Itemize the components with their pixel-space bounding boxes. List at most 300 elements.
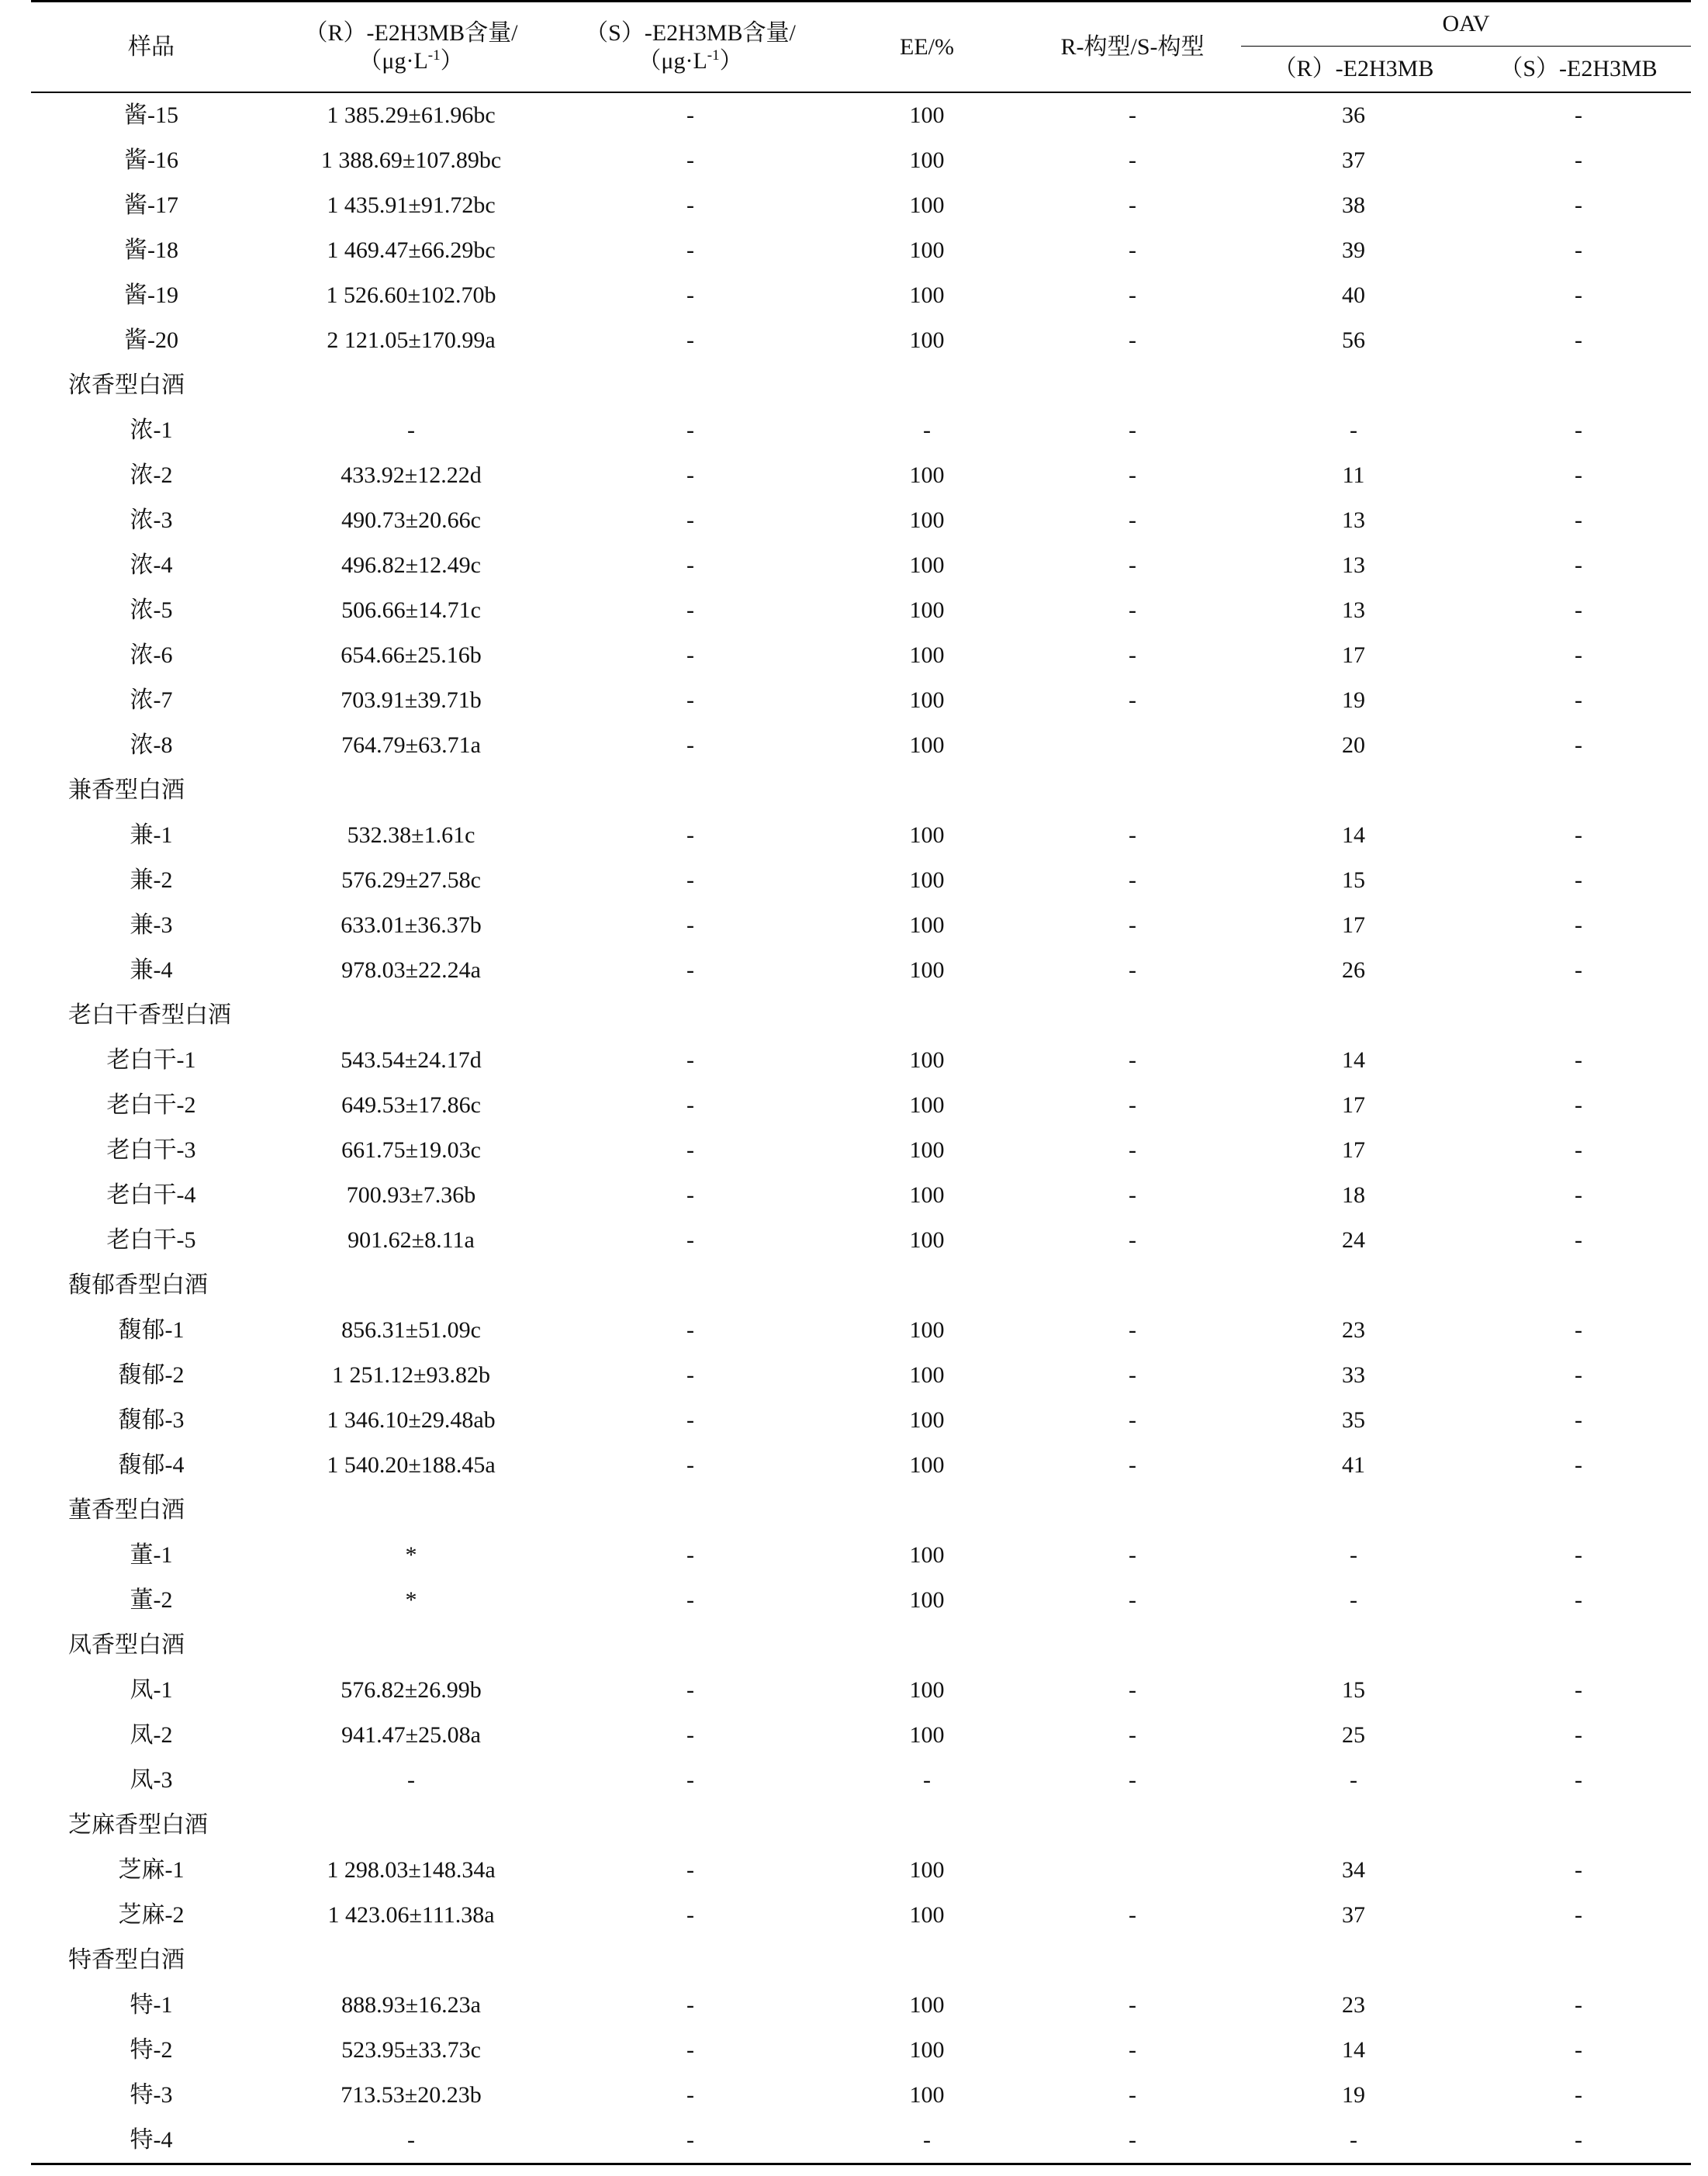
cell-sample: 浓-4 — [130, 552, 173, 578]
cell-oav-r: 20 — [1342, 732, 1365, 758]
cell-oav-s: - — [1575, 597, 1582, 623]
cell-sample: 酱-20 — [124, 327, 178, 353]
cell-ee: - — [830, 2118, 1024, 2164]
cell-r-content: 523.95±33.73c — [341, 2037, 481, 2063]
header-s-content — [551, 2, 830, 93]
cell-r-content: 661.75±19.03c — [341, 1137, 481, 1163]
cell-ratio: - — [1129, 1182, 1136, 1208]
cell-oav-s: - — [1575, 507, 1582, 533]
cell-s-content: - — [686, 1227, 694, 1253]
cell-oav-r: 15 — [1342, 867, 1365, 893]
cell-ratio: - — [1129, 282, 1136, 308]
cell-ee: 100 — [909, 732, 945, 758]
cell-sample: 老白干-1 — [106, 1047, 196, 1073]
cell-s-content: - — [686, 687, 694, 713]
table-row — [31, 1218, 1691, 1263]
cell-oav-s: - — [1575, 1587, 1582, 1613]
cell-r-content: 649.53±17.86c — [341, 1092, 481, 1118]
cell-oav-r: 17 — [1342, 1092, 1365, 1118]
cell-ratio: - — [1129, 1722, 1136, 1748]
table-row — [31, 318, 1691, 363]
cell-ratio: - — [1129, 327, 1136, 353]
cell-s-content: - — [551, 2118, 830, 2164]
cell-r-content: 1 298.03±148.34a — [327, 1857, 496, 1883]
group-row — [31, 1803, 1691, 1848]
cell-oav-s: - — [1575, 1767, 1582, 1793]
cell-sample: 浓-6 — [130, 642, 173, 668]
cell-oav-s: - — [1575, 417, 1582, 443]
cell-sample: 凤-2 — [130, 1722, 173, 1748]
cell-sample: 特-4 — [31, 2118, 271, 2164]
cell-ee: 100 — [909, 1227, 945, 1253]
cell-oav-r: 39 — [1342, 237, 1365, 263]
cell-s-content: - — [686, 1407, 694, 1433]
cell-sample: 酱-19 — [124, 282, 178, 308]
cell-r-content: 1 385.29±61.96bc — [327, 102, 496, 128]
cell-s-content: - — [686, 192, 694, 218]
cell-ratio — [1024, 1848, 1241, 1893]
cell-oav-r: 38 — [1342, 192, 1365, 218]
cell-sample: 老白干-5 — [106, 1227, 196, 1253]
cell-ratio: - — [1129, 1677, 1136, 1703]
cell-ratio — [1024, 723, 1241, 768]
group-label: 兼香型白酒 — [68, 777, 185, 803]
cell-ee: 100 — [909, 1857, 945, 1883]
cell-s-content: - — [686, 1362, 694, 1388]
cell-oav-s: - — [1575, 1452, 1582, 1478]
cell-oav-s: - — [1575, 327, 1582, 353]
cell-r-content: 654.66±25.16b — [341, 642, 482, 668]
cell-s-content: - — [686, 1047, 694, 1073]
cell-s-content: - — [686, 1182, 694, 1208]
group-label: 凤香型白酒 — [68, 1632, 185, 1658]
group-row — [31, 1488, 1691, 1533]
cell-r-content: * — [405, 1542, 417, 1568]
cell-r-content: 576.82±26.99b — [341, 1677, 482, 1703]
cell-oav-s: - — [1575, 687, 1582, 713]
cell-oav-r: 34 — [1342, 1857, 1365, 1883]
cell-r-content: 506.66±14.71c — [341, 597, 481, 623]
cell-s-content: - — [686, 957, 694, 983]
cell-ratio: - — [1129, 1092, 1136, 1118]
cell-oav-r: 33 — [1342, 1362, 1365, 1388]
table-header — [31, 2, 1691, 93]
cell-oav-s: - — [1575, 237, 1582, 263]
cell-ee: 100 — [909, 2037, 945, 2063]
table-row — [31, 1443, 1691, 1488]
cell-s-content: - — [686, 1137, 694, 1163]
cell-ee: 100 — [909, 642, 945, 668]
cell-r-content: 532.38±1.61c — [347, 822, 475, 848]
table-row — [31, 183, 1691, 228]
cell-s-content: - — [686, 1587, 694, 1613]
cell-ee: 100 — [909, 867, 945, 893]
cell-ee: 100 — [909, 687, 945, 713]
header-r-content — [271, 2, 551, 93]
cell-sample: 特-1 — [130, 1992, 173, 2018]
cell-ee: 100 — [909, 1092, 945, 1118]
table-row — [31, 138, 1691, 183]
cell-ratio: - — [1129, 2082, 1136, 2108]
header-ratio: R-构型/S-构型 — [1060, 33, 1205, 60]
cell-s-content: - — [686, 822, 694, 848]
cell-s-content: - — [686, 462, 694, 488]
header-s-content-line1: （S）-E2H3MB含量/ — [585, 19, 796, 46]
cell-ee: 100 — [909, 462, 945, 488]
table-row — [31, 2073, 1691, 2118]
cell-ratio: - — [1129, 1452, 1136, 1478]
cell-r-content: 1 526.60±102.70b — [326, 282, 496, 308]
cell-oav-r: 41 — [1342, 1452, 1365, 1478]
cell-ee: 100 — [909, 1362, 945, 1388]
cell-ratio: - — [1129, 1992, 1136, 2018]
cell-oav-r: 11 — [1342, 462, 1365, 488]
cell-s-content: - — [686, 912, 694, 938]
cell-oav-s: - — [1575, 1542, 1582, 1568]
cell-ratio: - — [1129, 1407, 1136, 1433]
cell-sample: 浓-3 — [130, 507, 173, 533]
table-row — [31, 1353, 1691, 1398]
table-row — [31, 1848, 1691, 1893]
cell-oav-r: 25 — [1342, 1722, 1365, 1748]
cell-sample: 馥郁-3 — [118, 1407, 185, 1433]
cell-s-content: - — [686, 2037, 694, 2063]
cell-s-content: - — [686, 1542, 694, 1568]
table-row — [31, 903, 1691, 948]
cell-oav-r: 23 — [1342, 1992, 1365, 2018]
cell-sample: 老白干-3 — [106, 1137, 196, 1163]
cell-ee: 100 — [909, 1992, 945, 2018]
cell-ratio: - — [1129, 1587, 1136, 1613]
cell-sample: 芝麻-2 — [118, 1902, 185, 1928]
header-r-content-line1: （R）-E2H3MB含量/ — [304, 19, 518, 46]
cell-sample: 芝麻-1 — [118, 1857, 185, 1883]
cell-s-content: - — [686, 1992, 694, 2018]
cell-r-content: 941.47±25.08a — [341, 1722, 481, 1748]
cell-ee: 100 — [909, 102, 945, 128]
cell-sample: 老白干-4 — [106, 1182, 196, 1208]
cell-r-content: 1 469.47±66.29bc — [327, 237, 496, 263]
group-row — [31, 1938, 1691, 1983]
group-row — [31, 1263, 1691, 1308]
cell-s-content: - — [686, 1722, 694, 1748]
cell-ratio: - — [1129, 687, 1136, 713]
cell-oav-s: - — [1575, 1317, 1582, 1343]
cell-oav-s: - — [1575, 1092, 1582, 1118]
group-label: 董香型白酒 — [68, 1497, 185, 1523]
cell-r-content: 1 251.12±93.82b — [332, 1362, 490, 1388]
cell-r-content: 1 435.91±91.72bc — [327, 192, 496, 218]
cell-ratio: - — [1129, 192, 1136, 218]
group-label: 馥郁香型白酒 — [68, 1272, 208, 1298]
cell-sample: 酱-18 — [124, 237, 178, 263]
header-oav-r: （R）-E2H3MB — [1273, 56, 1434, 81]
cell-ratio: - — [1129, 462, 1136, 488]
cell-r-content: 700.93±7.36b — [346, 1182, 476, 1208]
cell-oav-s: - — [1575, 2037, 1582, 2063]
table-row — [31, 1533, 1691, 1578]
cell-ee: 100 — [909, 1047, 945, 1073]
cell-oav-r: 13 — [1342, 597, 1365, 623]
cell-sample: 特-2 — [130, 2037, 173, 2063]
cell-s-content: - — [686, 1857, 694, 1883]
table-body — [31, 92, 1691, 2164]
group-label: 特香型白酒 — [68, 1947, 185, 1973]
table-row — [31, 633, 1691, 678]
cell-ee: - — [923, 1767, 931, 1793]
cell-sample: 浓-8 — [130, 732, 173, 758]
cell-oav-s: - — [1575, 192, 1582, 218]
table-row — [31, 1398, 1691, 1443]
cell-ee: 100 — [909, 2082, 945, 2108]
cell-ee: 100 — [909, 1407, 945, 1433]
cell-sample: 浓-1 — [130, 417, 173, 443]
cell-ratio: - — [1129, 237, 1136, 263]
cell-s-content: - — [686, 1767, 694, 1793]
cell-oav-s: - — [1575, 1227, 1582, 1253]
cell-oav-s: - — [1575, 1407, 1582, 1433]
table-row — [31, 588, 1691, 633]
cell-oav-s: - — [1466, 2118, 1691, 2164]
header-s-content-unit-close: ） — [719, 47, 743, 74]
cell-s-content: - — [686, 867, 694, 893]
cell-ratio: - — [1129, 1227, 1136, 1253]
cell-oav-r: 14 — [1342, 822, 1365, 848]
cell-sample: 董-2 — [130, 1587, 173, 1613]
table-row — [31, 543, 1691, 588]
cell-oav-r: 17 — [1342, 642, 1365, 668]
cell-r-content: 543.54±24.17d — [341, 1047, 482, 1073]
cell-oav-r: 23 — [1342, 1317, 1365, 1343]
group-label: 芝麻香型白酒 — [68, 1812, 208, 1838]
cell-oav-r: 13 — [1342, 507, 1365, 533]
cell-ratio: - — [1129, 102, 1136, 128]
cell-s-content: - — [686, 327, 694, 353]
cell-r-content: 888.93±16.23a — [341, 1992, 481, 2018]
cell-oav-s: - — [1575, 1902, 1582, 1928]
cell-sample: 浓-7 — [130, 687, 173, 713]
cell-oav-r: - — [1350, 1542, 1357, 1568]
table-row — [31, 228, 1691, 273]
cell-oav-s: - — [1575, 822, 1582, 848]
cell-s-content: - — [686, 282, 694, 308]
table-row — [31, 1128, 1691, 1173]
cell-ee: 100 — [909, 1182, 945, 1208]
cell-oav-r: 24 — [1342, 1227, 1365, 1253]
cell-ee: 100 — [909, 1677, 945, 1703]
cell-ee: 100 — [909, 912, 945, 938]
header-oav-s: （S）-E2H3MB — [1499, 56, 1658, 81]
table-row — [31, 1038, 1691, 1083]
cell-sample: 酱-15 — [124, 102, 178, 128]
cell-s-content: - — [686, 237, 694, 263]
cell-ee: 100 — [909, 1587, 945, 1613]
cell-s-content: - — [686, 102, 694, 128]
cell-ratio: - — [1129, 1902, 1136, 1928]
data-table — [31, 0, 1691, 2165]
header-r-content-unit-exp: -1 — [427, 47, 441, 64]
document — [31, 0, 1691, 2165]
cell-ratio: - — [1129, 417, 1136, 443]
cell-s-content: - — [686, 1677, 694, 1703]
cell-ratio: - — [1129, 867, 1136, 893]
cell-r-content: - — [407, 417, 415, 443]
cell-s-content: - — [686, 1317, 694, 1343]
table-row — [31, 1668, 1691, 1713]
header-s-content-unit: （μg·L — [638, 47, 707, 74]
cell-oav-r: 14 — [1342, 2037, 1365, 2063]
cell-r-content: 433.92±12.22d — [341, 462, 482, 488]
cell-oav-s: - — [1575, 282, 1582, 308]
cell-r-content: 901.62±8.11a — [347, 1227, 475, 1253]
cell-ratio: - — [1129, 957, 1136, 983]
table-row — [31, 273, 1691, 318]
table-row — [31, 1758, 1691, 1803]
group-row — [31, 768, 1691, 813]
cell-oav-s: - — [1575, 912, 1582, 938]
cell-oav-s: - — [1575, 642, 1582, 668]
cell-oav-s: - — [1575, 102, 1582, 128]
cell-ratio: - — [1129, 1137, 1136, 1163]
cell-oav-r: - — [1350, 417, 1357, 443]
cell-ratio: - — [1129, 147, 1136, 173]
cell-sample: 凤-1 — [130, 1677, 173, 1703]
cell-r-content: 703.91±39.71b — [341, 687, 482, 713]
cell-r-content: 576.29±27.58c — [341, 867, 481, 893]
cell-ee: 100 — [909, 327, 945, 353]
header-sample: 样品 — [128, 33, 175, 60]
cell-ee: 100 — [909, 1902, 945, 1928]
cell-r-content: 1 388.69±107.89bc — [320, 147, 502, 173]
cell-oav-r: 17 — [1342, 1137, 1365, 1163]
cell-s-content: - — [686, 1452, 694, 1478]
cell-s-content: - — [686, 417, 694, 443]
table-row — [31, 498, 1691, 543]
cell-ee: 100 — [909, 282, 945, 308]
cell-r-content: * — [405, 1587, 417, 1613]
cell-ratio: - — [1129, 597, 1136, 623]
group-label: 浓香型白酒 — [68, 372, 185, 398]
cell-oav-s: - — [1575, 1182, 1582, 1208]
cell-sample: 浓-2 — [130, 462, 173, 488]
cell-oav-r: - — [1350, 1767, 1357, 1793]
cell-s-content: - — [686, 2082, 694, 2108]
table-row — [31, 948, 1691, 993]
table-row — [31, 678, 1691, 723]
cell-oav-s: - — [1575, 1362, 1582, 1388]
table-row — [31, 2028, 1691, 2073]
cell-s-content: - — [686, 507, 694, 533]
cell-r-content: 633.01±36.37b — [341, 912, 482, 938]
cell-oav-s: - — [1575, 147, 1582, 173]
cell-ee: 100 — [909, 1452, 945, 1478]
cell-ee: 100 — [909, 147, 945, 173]
cell-ee: 100 — [909, 552, 945, 578]
cell-oav-r: 36 — [1342, 102, 1365, 128]
cell-sample: 酱-16 — [124, 147, 178, 173]
cell-oav-r: 26 — [1342, 957, 1365, 983]
cell-sample: 馥郁-1 — [118, 1317, 185, 1343]
cell-oav-s: - — [1575, 1722, 1582, 1748]
group-row — [31, 363, 1691, 408]
cell-ee: 100 — [909, 237, 945, 263]
header-ee: EE/% — [900, 33, 954, 60]
table-row — [31, 858, 1691, 903]
header-s-content-unit-exp: -1 — [707, 47, 720, 64]
cell-r-content: 1 540.20±188.45a — [327, 1452, 496, 1478]
cell-oav-r: 19 — [1342, 687, 1365, 713]
cell-ee: 100 — [909, 1722, 945, 1748]
cell-r-content: 496.82±12.49c — [341, 552, 481, 578]
cell-sample: 凤-3 — [130, 1767, 173, 1793]
cell-ratio: - — [1129, 1317, 1136, 1343]
cell-ratio: - — [1129, 822, 1136, 848]
cell-ee: 100 — [909, 507, 945, 533]
cell-r-content: 1 346.10±29.48ab — [327, 1407, 496, 1433]
table-row — [31, 1893, 1691, 1938]
cell-sample: 馥郁-2 — [118, 1362, 185, 1388]
cell-oav-s: - — [1575, 867, 1582, 893]
cell-r-content: 490.73±20.66c — [341, 507, 481, 533]
table-row — [31, 453, 1691, 498]
cell-ee: 100 — [909, 1542, 945, 1568]
cell-ratio: - — [1129, 1542, 1136, 1568]
table-row — [31, 1173, 1691, 1218]
cell-sample: 兼-2 — [130, 867, 173, 893]
cell-ee: 100 — [909, 1137, 945, 1163]
cell-oav-r: 18 — [1342, 1182, 1365, 1208]
cell-ratio: - — [1129, 507, 1136, 533]
cell-oav-r: 14 — [1342, 1047, 1365, 1073]
cell-s-content: - — [686, 1092, 694, 1118]
cell-s-content: - — [686, 597, 694, 623]
cell-oav-r: 17 — [1342, 912, 1365, 938]
cell-sample: 兼-3 — [130, 912, 173, 938]
cell-oav-s: - — [1575, 1677, 1582, 1703]
cell-oav-r: 13 — [1342, 552, 1365, 578]
header-r-content-unit: （μg·L — [358, 47, 428, 74]
cell-sample: 兼-4 — [130, 957, 173, 983]
cell-ratio: - — [1129, 912, 1136, 938]
cell-oav-s: - — [1575, 957, 1582, 983]
cell-oav-r: 56 — [1342, 327, 1365, 353]
cell-ee: 100 — [909, 1317, 945, 1343]
cell-oav-r: 19 — [1342, 2082, 1365, 2108]
cell-s-content: - — [686, 552, 694, 578]
cell-s-content: - — [686, 147, 694, 173]
cell-ratio: - — [1129, 1767, 1136, 1793]
cell-sample: 老白干-2 — [106, 1092, 196, 1118]
cell-ee: - — [923, 417, 931, 443]
cell-r-content: 856.31±51.09c — [341, 1317, 481, 1343]
cell-ratio: - — [1129, 552, 1136, 578]
cell-ratio: - — [1129, 2037, 1136, 2063]
cell-r-content: - — [271, 2118, 551, 2164]
cell-r-content: 978.03±22.24a — [341, 957, 481, 983]
cell-oav-r: 37 — [1342, 1902, 1365, 1928]
group-label: 老白干香型白酒 — [68, 1002, 231, 1028]
cell-ee: 100 — [909, 192, 945, 218]
cell-sample: 特-3 — [130, 2082, 173, 2108]
header-r-content-unit-close: ） — [440, 47, 464, 74]
table-row — [31, 2118, 1691, 2164]
cell-sample: 浓-5 — [130, 597, 173, 623]
cell-sample: 馥郁-4 — [118, 1452, 185, 1478]
cell-oav-r: 40 — [1342, 282, 1365, 308]
table-row — [31, 1083, 1691, 1128]
cell-oav-r: - — [1241, 2118, 1466, 2164]
cell-r-content: - — [407, 1767, 415, 1793]
